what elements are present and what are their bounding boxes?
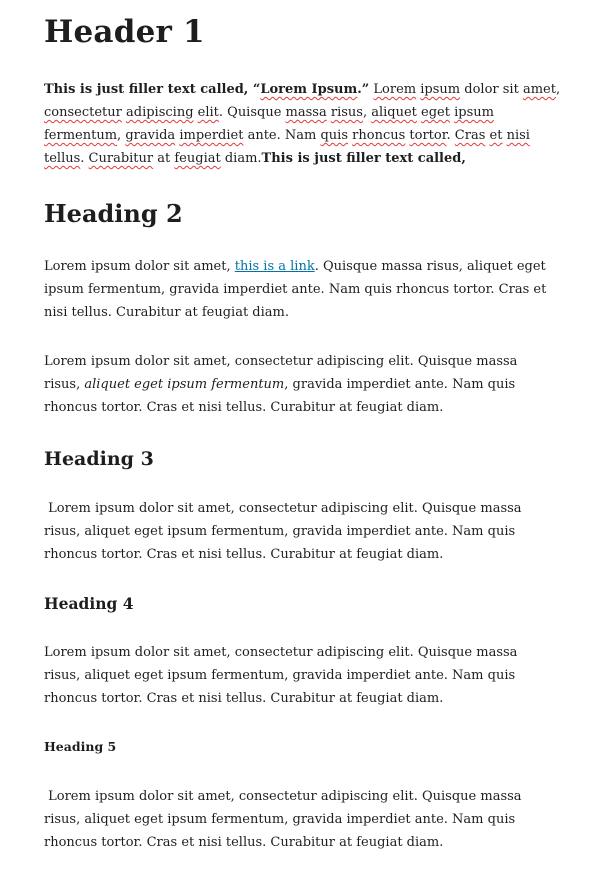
heading-3[interactable]: Heading 3 <box>44 448 154 470</box>
spellcheck-word: risus <box>330 105 363 120</box>
paragraph-line: fermentum, gravida imperdiet ante. Nam quis rhoncus tortor. Cras et nisi <box>44 128 530 143</box>
spellcheck-word: Curabitur <box>88 151 154 166</box>
paragraph-line: This is just filler text called, “Lorem Ipsum.” Lorem ipsum dolor sit amet, <box>44 82 561 97</box>
spellcheck-word: tellus <box>44 151 81 166</box>
paragraph-1[interactable] <box>44 78 560 170</box>
paragraph-line: Lorem ipsum dolor sit amet, consectetur adipiscing elit. Quisque massa <box>44 501 522 516</box>
spellcheck-word: imperdiet <box>179 128 244 143</box>
spellcheck-word: quis <box>320 128 349 143</box>
heading-1[interactable]: Header 1 <box>44 14 205 50</box>
spellcheck-word: nisi <box>506 128 530 143</box>
paragraph-line: Lorem ipsum dolor sit amet, consectetur adipiscing elit. Quisque massa <box>44 789 522 804</box>
heading-4[interactable]: Heading 4 <box>44 594 134 613</box>
spellcheck-word: Cras <box>454 128 486 143</box>
heading-2[interactable]: Heading 2 <box>44 199 183 228</box>
heading-5[interactable]: Heading 5 <box>44 739 117 754</box>
spellcheck-word: amet <box>522 82 556 97</box>
spellcheck-word: ipsum <box>420 82 461 97</box>
inline-link[interactable]: this is a link <box>234 259 315 274</box>
bold-text: This is just filler text called, “Lorem Ipsum.” <box>44 82 370 97</box>
paragraph-line: rhoncus tortor. Cras et nisi tellus. Curabitur at feugiat diam. <box>44 547 444 562</box>
paragraph-line: rhoncus tortor. Cras et nisi tellus. Curabitur at feugiat diam. <box>44 835 444 850</box>
spellcheck-word: ipsum <box>454 105 494 120</box>
spellcheck-word: feugiat <box>174 151 221 166</box>
spellcheck-word: et <box>489 128 503 143</box>
spellcheck-word: massa <box>285 105 327 120</box>
paragraph-line: tellus. Curabitur at feugiat diam.This is just filler text called, <box>44 151 466 166</box>
paragraph-line: consectetur adipiscing elit. Quisque massa risus, aliquet eget ipsum <box>44 105 494 120</box>
spellcheck-word: aliquet <box>371 105 417 120</box>
spellcheck-word: Lorem <box>373 82 417 97</box>
paragraph-line: Lorem ipsum dolor sit amet, consectetur adipiscing elit. Quisque massa <box>44 354 518 369</box>
paragraph-line: ipsum fermentum, gravida imperdiet ante. Nam quis rhoncus tortor. Cras et <box>44 282 547 297</box>
spellcheck-word: adipiscing <box>126 105 194 120</box>
paragraph-line: rhoncus tortor. Cras et nisi tellus. Curabitur at feugiat diam. <box>44 691 444 706</box>
paragraph-line: risus, aliquet eget ipsum fermentum, gravida imperdiet ante. Nam quis <box>44 524 516 539</box>
paragraph-line: Lorem ipsum dolor sit amet, this is a link. Quisque massa risus, aliquet eget <box>44 259 546 274</box>
paragraph-4[interactable] <box>44 497 522 566</box>
spellcheck-word: consectetur <box>44 105 122 120</box>
paragraph-line: risus, aliquet eget ipsum fermentum, gravida imperdiet ante. Nam quis <box>44 377 516 392</box>
spellcheck-word: eget <box>421 105 450 120</box>
spellcheck-word: rhoncus <box>352 128 406 143</box>
paragraph-5[interactable] <box>44 641 517 710</box>
paragraph-line: rhoncus tortor. Cras et nisi tellus. Curabitur at feugiat diam. <box>44 400 444 415</box>
spellcheck-word: fermentum <box>44 128 118 143</box>
paragraph-2[interactable] <box>44 255 546 324</box>
paragraph-line: Lorem ipsum dolor sit amet, consectetur adipiscing elit. Quisque massa <box>44 645 518 660</box>
italic-text: aliquet eget ipsum fermentum <box>84 377 285 392</box>
paragraph-line: risus, aliquet eget ipsum fermentum, gravida imperdiet ante. Nam quis <box>44 668 516 683</box>
paragraph-line: risus, aliquet eget ipsum fermentum, gravida imperdiet ante. Nam quis <box>44 812 516 827</box>
paragraph-6[interactable] <box>44 785 522 854</box>
spellcheck-word: gravida <box>125 128 176 143</box>
bold-text: This is just filler text called, <box>261 151 466 166</box>
spellcheck-word: elit <box>197 105 219 120</box>
paragraph-line: nisi tellus. Curabitur at feugiat diam. <box>44 305 290 320</box>
paragraph-3[interactable] <box>44 350 517 419</box>
spellcheck-word: Lorem Ipsum <box>260 82 358 97</box>
spellcheck-word: tortor <box>409 128 447 143</box>
